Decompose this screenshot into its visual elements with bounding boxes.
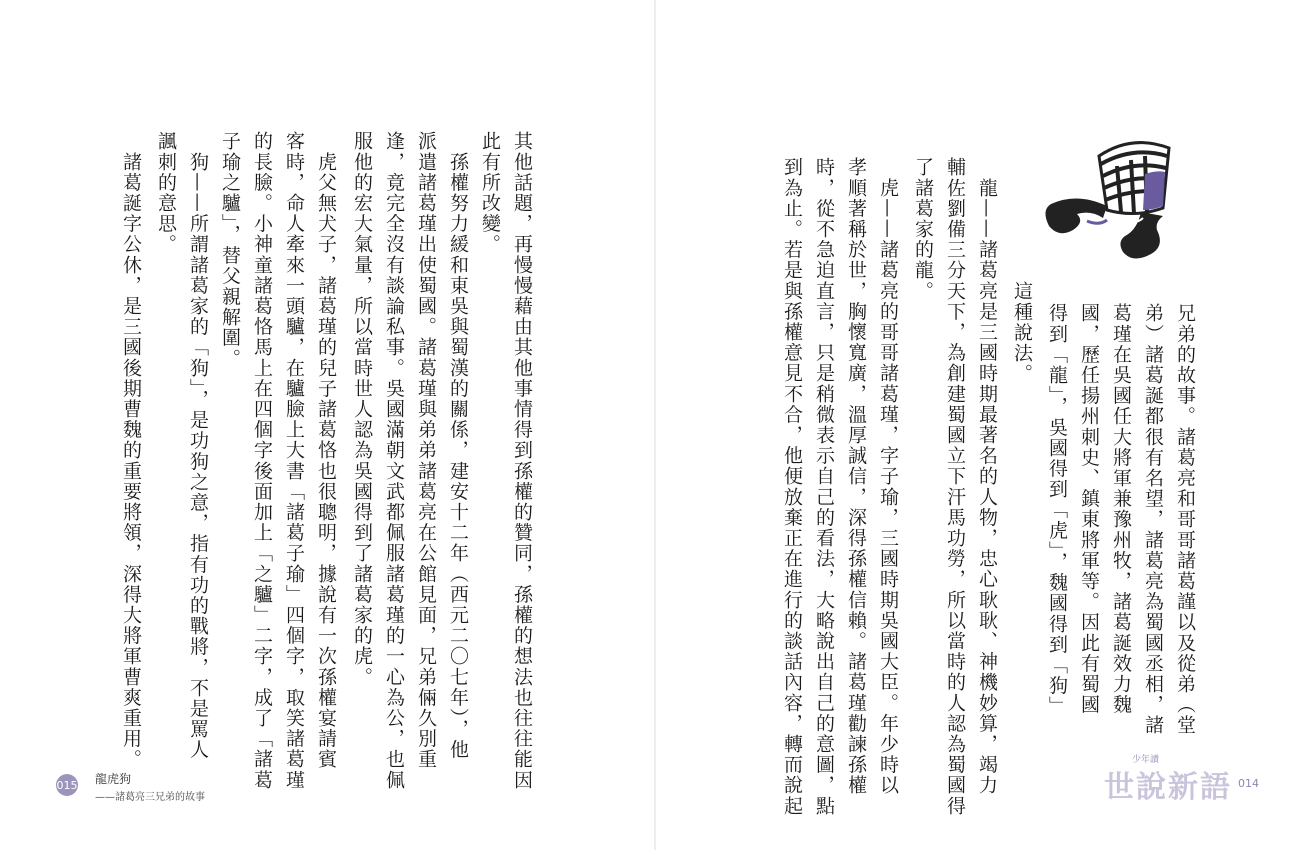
series-logo-small: 少年讀 <box>1132 755 1160 765</box>
text-column: 國，歷任揚州刺史、鎮東將軍等。因此有蜀國 <box>1078 303 1100 715</box>
text-column: 的長臉。小神童諸葛恪馬上在四個字後面加上「之驢」二字，成了「諸葛 <box>251 131 273 791</box>
text-column: 弟）諸葛誕都很有名望，諸葛亮為蜀國丞相，諸 <box>1142 303 1164 736</box>
text-column: 諷刺的意思。 <box>155 131 177 255</box>
text-column: 輔佐劉備三分天下，為創建蜀國立下汗馬功勞，所以當時的人認為蜀國得 <box>944 157 966 817</box>
running-subtitle: ——諸葛亮三兄弟的故事 <box>95 792 205 803</box>
page-number: 014 <box>1238 777 1259 790</box>
text-column: 時，從不急迫直言，只是稍微表示自己的看法，大略說出自己的意圖，點 <box>813 157 835 817</box>
running-title: 龍虎狗 <box>95 772 132 786</box>
scholar-hat-icon <box>1037 126 1187 296</box>
text-column: 兄弟的故事。諸葛亮和哥哥諸葛謹以及從弟（堂 <box>1174 303 1196 736</box>
text-column: 子瑜之驢」，替父親解圍。 <box>219 131 241 369</box>
text-column: 逢，竟完全沒有談論私事。吳國滿朝文武都佩服諸葛瑾的一心為公，也佩 <box>383 131 405 791</box>
page-number-badge: 015 <box>56 774 78 796</box>
text-column: 了諸葛家的龍。 <box>912 157 934 302</box>
text-column: 龍——諸葛亮是三國時期最著名的人物，忠心耿耿、神機妙算，竭力 <box>976 157 998 796</box>
text-column: 虎——諸葛亮的哥哥諸葛瑾，字子瑜，三國時期吳國大臣。年少時以 <box>877 157 899 796</box>
text-column: 虎父無犬子，諸葛瑾的兒子諸葛恪也很聰明，據說有一次孫權宴請賓 <box>315 131 337 770</box>
text-column: 孫權努力緩和東吳與蜀漢的關係，建安十二年（西元二〇七年），他 <box>447 131 469 761</box>
text-column: 孝順著稱於世，胸懷寬廣，溫厚誠信，深得孫權信賴。諸葛瑾勸諫孫權 <box>845 157 867 796</box>
text-column: 到為止。若是與孫權意見不合，他便放棄正在進行的談話內容，轉而說起 <box>781 157 803 817</box>
text-column: 這種說法。 <box>1011 281 1033 384</box>
text-column: 客時，命人牽來一頭驢，在驢臉上大書「諸葛子瑜」四個字，取笑諸葛瑾 <box>283 131 305 791</box>
series-logo: 世說新語 <box>1104 770 1232 805</box>
text-column: 諸葛誕字公休，是三國後期曹魏的重要將領，深得大將軍曹爽重用。 <box>120 131 142 770</box>
text-column: 葛瑾在吳國任大將軍兼豫州牧，諸葛誕效力魏 <box>1110 303 1132 715</box>
page-gutter <box>654 0 656 850</box>
text-column: 得到「龍」，吳國得到「虎」，魏國得到「狗」 <box>1046 303 1068 717</box>
text-column: 服他的宏大氣量，所以當時世人認為吳國得到了諸葛家的虎。 <box>351 131 373 688</box>
text-column: 派遣諸葛瑾出使蜀國。諸葛瑾與弟弟諸葛亮在公館見面，兄弟倆久別重 <box>415 131 437 770</box>
text-column: 狗——所謂諸葛家的「狗」，是功狗之意，指有功的戰將，不是罵人 <box>187 131 209 761</box>
text-column: 其他話題，再慢慢藉由其他事情得到孫權的贊同，孫權的想法也往往能因 <box>511 131 533 791</box>
text-column: 此有所改變。 <box>479 131 501 255</box>
